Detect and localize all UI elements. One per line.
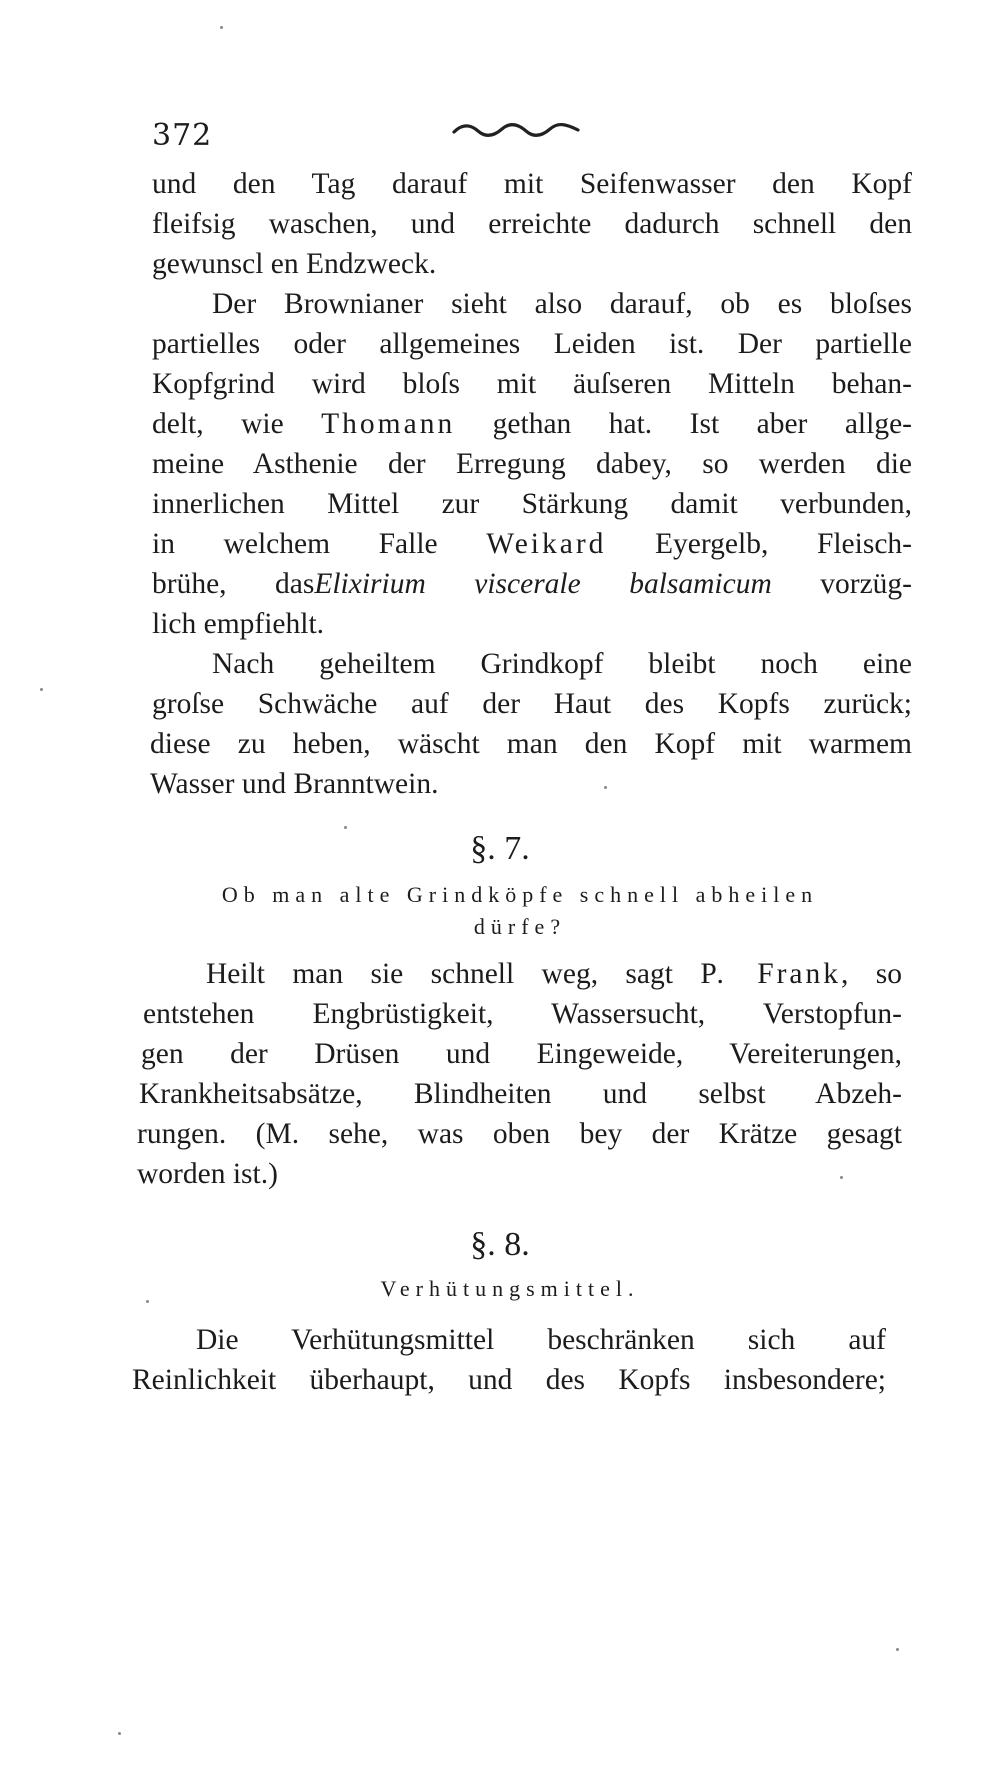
- text-line: Die Verhütungsmittel beschränken sich auf: [196, 1324, 886, 1356]
- ornament-rule-icon: [452, 120, 582, 140]
- text-line: innerlichen Mittel zur Stärkung damit verbunden,: [152, 488, 912, 520]
- scan-speck: [40, 688, 43, 691]
- section-heading: Ob man alte Grindköpfe schnell abheilen: [221, 882, 819, 907]
- text-segment: in welchem Falle: [152, 528, 487, 560]
- person-name: Weikard: [486, 528, 607, 560]
- section-number: §. 8.: [470, 1226, 530, 1263]
- scan-speck: [840, 1176, 843, 1179]
- text-line: Nach geheiltem Grindkopf bleibt noch eine: [212, 648, 912, 680]
- text-line: Krankheitsabsätze, Blindheiten und selbst Abzeh-: [139, 1078, 902, 1110]
- scan-speck: [896, 1648, 899, 1651]
- page-number: 372: [152, 118, 213, 153]
- text-line: gewunscl en Endzweck.: [152, 248, 437, 280]
- text-line: und den Tag darauf mit Seifenwasser den Kopf: [152, 168, 912, 200]
- text-line: partielles oder allgemeines Leiden ist. Der partielle: [152, 328, 912, 360]
- text-line: Wasser und Branntwein.: [150, 768, 439, 800]
- text-line: fleifsig waschen, und erreichte dadurch schnell den: [152, 208, 912, 240]
- text-segment: vorzüg-: [771, 568, 912, 600]
- text-line: Der Brownianer sieht also darauf, ob es bloſses: [212, 288, 912, 320]
- section-number: §. 7.: [470, 830, 530, 867]
- text-line: [152, 410, 912, 440]
- text-line: lich empfiehlt.: [152, 608, 325, 640]
- latin-term: Elixirium viscerale balsamicum: [314, 568, 772, 600]
- scan-speck: [146, 1300, 149, 1303]
- text-segment: brühe, das: [152, 568, 315, 600]
- text-line: [206, 960, 902, 990]
- text-line: entstehen Engbrüstigkeit, Wassersucht, Verstopfun-: [143, 998, 902, 1030]
- text-segment: delt, wie: [152, 408, 322, 440]
- text-line: Kopfgrind wird bloſs mit äuſseren Mitteln behan-: [152, 368, 912, 400]
- text-segment: , so: [841, 958, 902, 990]
- scan-speck: [604, 786, 607, 789]
- text-segment: Heilt man sie schnell weg, sagt: [206, 958, 701, 990]
- text-line: groſse Schwäche auf der Haut des Kopfs zurück;: [152, 688, 912, 720]
- text-line: Reinlichkeit überhaupt, und des Kopfs insbesondere;: [132, 1364, 886, 1396]
- text-line: meine Asthenie der Erregung dabey, so werden die: [152, 448, 912, 480]
- scan-speck: [118, 1732, 121, 1735]
- text-line: worden ist.): [137, 1158, 278, 1190]
- page-header: [152, 118, 912, 158]
- text-line: gen der Drüsen und Eingeweide, Vereiterungen,: [141, 1038, 902, 1070]
- scan-speck: [344, 826, 347, 829]
- text-line: rungen. (M. sehe, was oben bey der Krätze gesagt: [137, 1118, 902, 1150]
- text-line: [152, 530, 912, 560]
- text-segment: Eyergelb, Fleisch-: [606, 528, 912, 560]
- text-line: diese zu heben, wäscht man den Kopf mit warmem: [150, 728, 912, 760]
- text-segment: gethan hat. Ist aber allge-: [455, 408, 912, 440]
- section-heading: dürfe?: [473, 914, 567, 939]
- section-heading: Verhütungsmittel.: [380, 1276, 640, 1301]
- scan-speck: [220, 26, 223, 29]
- text-line: [152, 570, 912, 600]
- person-name: Thomann: [321, 408, 456, 440]
- person-name: P. Frank: [700, 958, 842, 990]
